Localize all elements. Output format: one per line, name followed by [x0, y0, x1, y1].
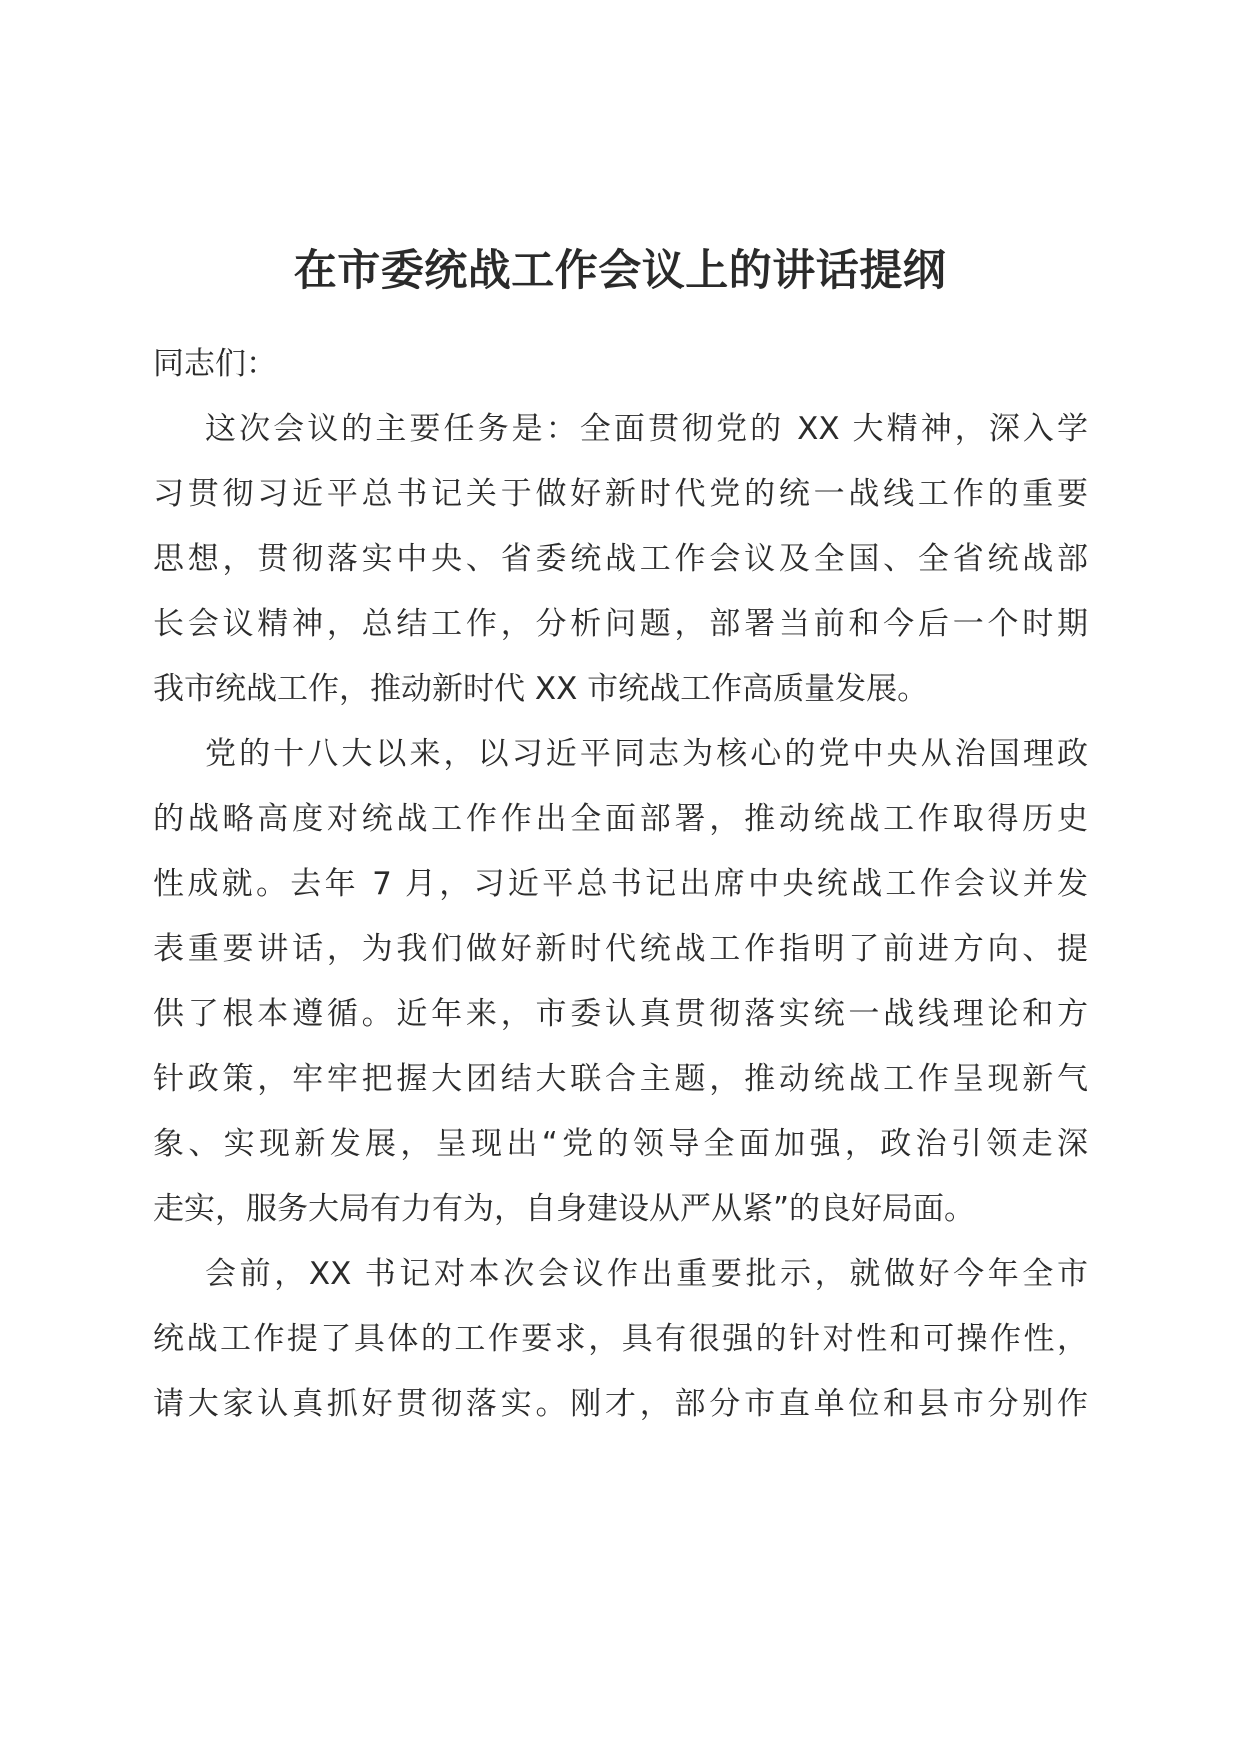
paragraph-line: 供了根本遵循。近年来，市委认真贯彻落实统一战线理论和方 [153, 996, 1088, 1032]
document-body [153, 332, 1088, 1437]
paragraph-line: 我市统战工作，推动新时代 XX 市统战工作高质量发展。 [153, 671, 929, 707]
paragraph-2 [153, 722, 1088, 1242]
salutation: 同志们： [153, 346, 277, 382]
paragraph-line: 表重要讲话，为我们做好新时代统战工作指明了前进方向、提 [153, 931, 1088, 967]
paragraph-line: 象、实现新发展，呈现出“党的领导全面加强，政治引领走深 [153, 1126, 1088, 1162]
paragraph-line: 思想，贯彻落实中央、省委统战工作会议及全国、全省统战部 [153, 541, 1088, 577]
paragraph-line: 请大家认真抓好贯彻落实。刚才，部分市直单位和县市分别作 [153, 1386, 1088, 1422]
paragraph-line: 长会议精神，总结工作，分析问题，部署当前和今后一个时期 [153, 606, 1088, 642]
document-title: 在市委统战工作会议上的讲话提纲 [293, 246, 947, 296]
paragraph-line: 性成就。去年 7 月，习近平总书记出席中央统战工作会议并发 [153, 866, 1088, 902]
paragraph-line: 这次会议的主要任务是：全面贯彻党的 XX 大精神，深入学 [205, 411, 1088, 447]
paragraph-line: 走实，服务大局有力有为，自身建设从严从紧”的良好局面。 [153, 1191, 976, 1227]
paragraph-line: 针政策，牢牢把握大团结大联合主题，推动统战工作呈现新气 [153, 1061, 1088, 1097]
paragraph-line: 党的十八大以来，以习近平同志为核心的党中央从治国理政 [205, 736, 1088, 772]
paragraph-line: 会前，XX 书记对本次会议作出重要批示，就做好今年全市 [205, 1256, 1088, 1292]
paragraph-line: 习贯彻习近平总书记关于做好新时代党的统一战线工作的重要 [153, 476, 1088, 512]
paragraph-line: 的战略高度对统战工作作出全面部署，推动统战工作取得历史 [153, 801, 1088, 837]
paragraph-3 [153, 1242, 1088, 1437]
paragraph-line: 统战工作提了具体的工作要求，具有很强的针对性和可操作性， [153, 1321, 1088, 1357]
paragraph-1 [153, 397, 1088, 722]
